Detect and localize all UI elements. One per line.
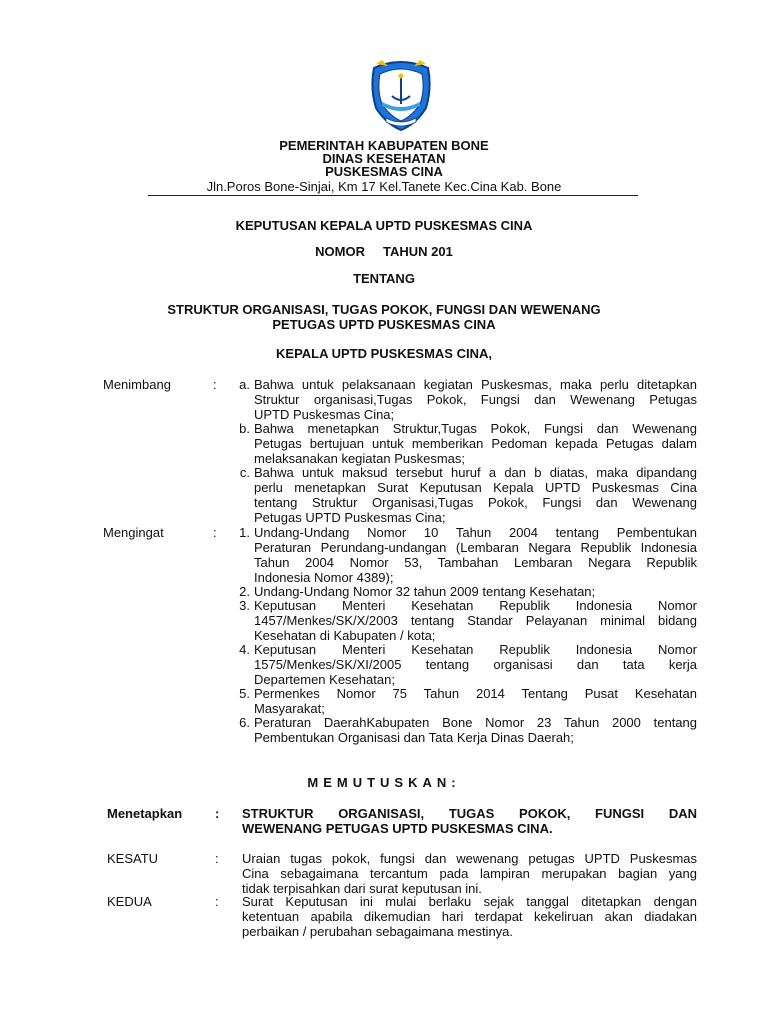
mengingat-1-num: 1. xyxy=(239,525,250,540)
regency-crest-icon xyxy=(368,58,434,132)
kesatu-label: KESATU xyxy=(107,851,159,866)
mengingat-4-text: Keputusan Menteri Kesehatan Republik Indonesia Nomor 1575/Menkes/SK/XI/2005 tentang organisasi dan tata kerja Departemen Kesehatan; xyxy=(254,642,697,687)
mengingat-4-num: 4. xyxy=(239,642,250,657)
mengingat-1-text: Undang-Undang Nomor 10 Tahun 2004 tentang Pembentukan Peraturan Perundang-undangan (Lembaran Negara Republik Indonesia Tahun 2004 Nomor 53, Tambahan Lembaran Negara Republik Indonesia Nomor 4389); xyxy=(254,525,697,585)
menimbang-a-text: Bahwa untuk pelaksanaan kegiatan Puskesmas, maka perlu ditetapkan Struktur organisasi,Tugas Pokok, Fungsi dan Wewenang Petugas UPTD Puskesmas Cina; xyxy=(254,377,697,422)
address: Jln.Poros Bone-Sinjai, Km 17 Kel.Tanete Kec.Cina Kab. Bone xyxy=(206,179,562,194)
menimbang-colon: : xyxy=(213,377,217,392)
menimbang-b-num: b. xyxy=(239,421,250,436)
kesatu-colon: : xyxy=(215,851,219,866)
mengingat-5-num: 5. xyxy=(239,686,250,701)
mengingat-3-num: 3. xyxy=(239,598,250,613)
tentang-label: TENTANG xyxy=(353,271,415,286)
decree-title: KEPUTUSAN KEPALA UPTD PUSKESMAS CINA xyxy=(235,218,533,233)
menimbang-label: Menimbang xyxy=(103,377,171,392)
memutuskan-heading: MEMUTUSKAN: xyxy=(307,775,461,790)
subject-line-2: PETUGAS UPTD PUSKESMAS CINA xyxy=(272,317,496,332)
gov-name: PEMERINTAH KABUPATEN BONE xyxy=(279,138,489,153)
subject-line-1: STRUKTUR ORGANISASI, TUGAS POKOK, FUNGSI DAN WEWENANG xyxy=(167,302,601,317)
mengingat-6-text: Peraturan DaerahKabupaten Bone Nomor 23 Tahun 2000 tentang Pembentukan Organisasi dan Tata Kerja Dinas Daerah; xyxy=(254,715,697,745)
menimbang-c-num: c. xyxy=(239,465,250,480)
mengingat-5-text: Permenkes Nomor 75 Tahun 2014 Tentang Pusat Kesehatan Masyarakat; xyxy=(254,686,697,716)
kedua-label: KEDUA xyxy=(107,894,152,909)
kedua-colon: : xyxy=(215,894,219,909)
department-name: DINAS KESEHATAN xyxy=(322,151,446,166)
mengingat-2-num: 2. xyxy=(239,584,250,599)
mengingat-3-text: Keputusan Menteri Kesehatan Republik Indonesia Nomor 1457/Menkes/SK/X/2003 tentang Standar Pelayanan minimal bidang Kesehatan di Kabupaten / kota; xyxy=(254,598,697,643)
mengingat-label: Mengingat xyxy=(103,525,164,540)
official-title: KEPALA UPTD PUSKESMAS CINA, xyxy=(276,346,492,361)
mengingat-2-text: Undang-Undang Nomor 32 tahun 2009 tentang Kesehatan; xyxy=(254,584,596,599)
mengingat-6-num: 6. xyxy=(239,715,250,730)
menimbang-b-text: Bahwa menetapkan Struktur,Tugas Pokok, Fungsi dan Wewenang Petugas bertujuan untuk memberikan Pedoman kepada Petugas dalam melaksanakan kegiatan Puskesmas; xyxy=(254,421,697,466)
menetapkan-colon: : xyxy=(215,806,220,821)
puskesmas-name: PUSKESMAS CINA xyxy=(325,164,443,179)
menetapkan-text: STRUKTUR ORGANISASI, TUGAS POKOK, FUNGSI DAN WEWENANG PETUGAS UPTD PUSKESMAS CINA. xyxy=(242,806,697,836)
menimbang-c-text: Bahwa untuk maksud tersebut huruf a dan b diatas, maka dipandang perlu menetapkan Surat Keputusan Kepala UPTD Puskesmas Cina tentang Struktur Organisasi,Tugas Pokok, Fungsi dan Wewenang Petugas UPTD Puskesmas Cina; xyxy=(254,465,697,525)
menimbang-a-num: a. xyxy=(239,377,250,392)
kedua-text: Surat Keputusan ini mulai berlaku sejak tanggal ditetapkan dengan ketentuan apabila dikemudian hari terdapat kekeliruan akan diadakan perbaikan / perubahan sebagaimana mestinya. xyxy=(242,894,697,939)
mengingat-colon: : xyxy=(213,525,217,540)
header-divider xyxy=(148,195,638,196)
menetapkan-label: Menetapkan xyxy=(107,806,183,821)
kesatu-text: Uraian tugas pokok, fungsi dan wewenang petugas UPTD Puskesmas Cina sebagaimana tercantum pada lampiran merupakan bagian yang tidak terpisahkan dari surat keputusan ini. xyxy=(242,851,697,896)
decree-number: NOMOR TAHUN 201 xyxy=(315,244,453,259)
